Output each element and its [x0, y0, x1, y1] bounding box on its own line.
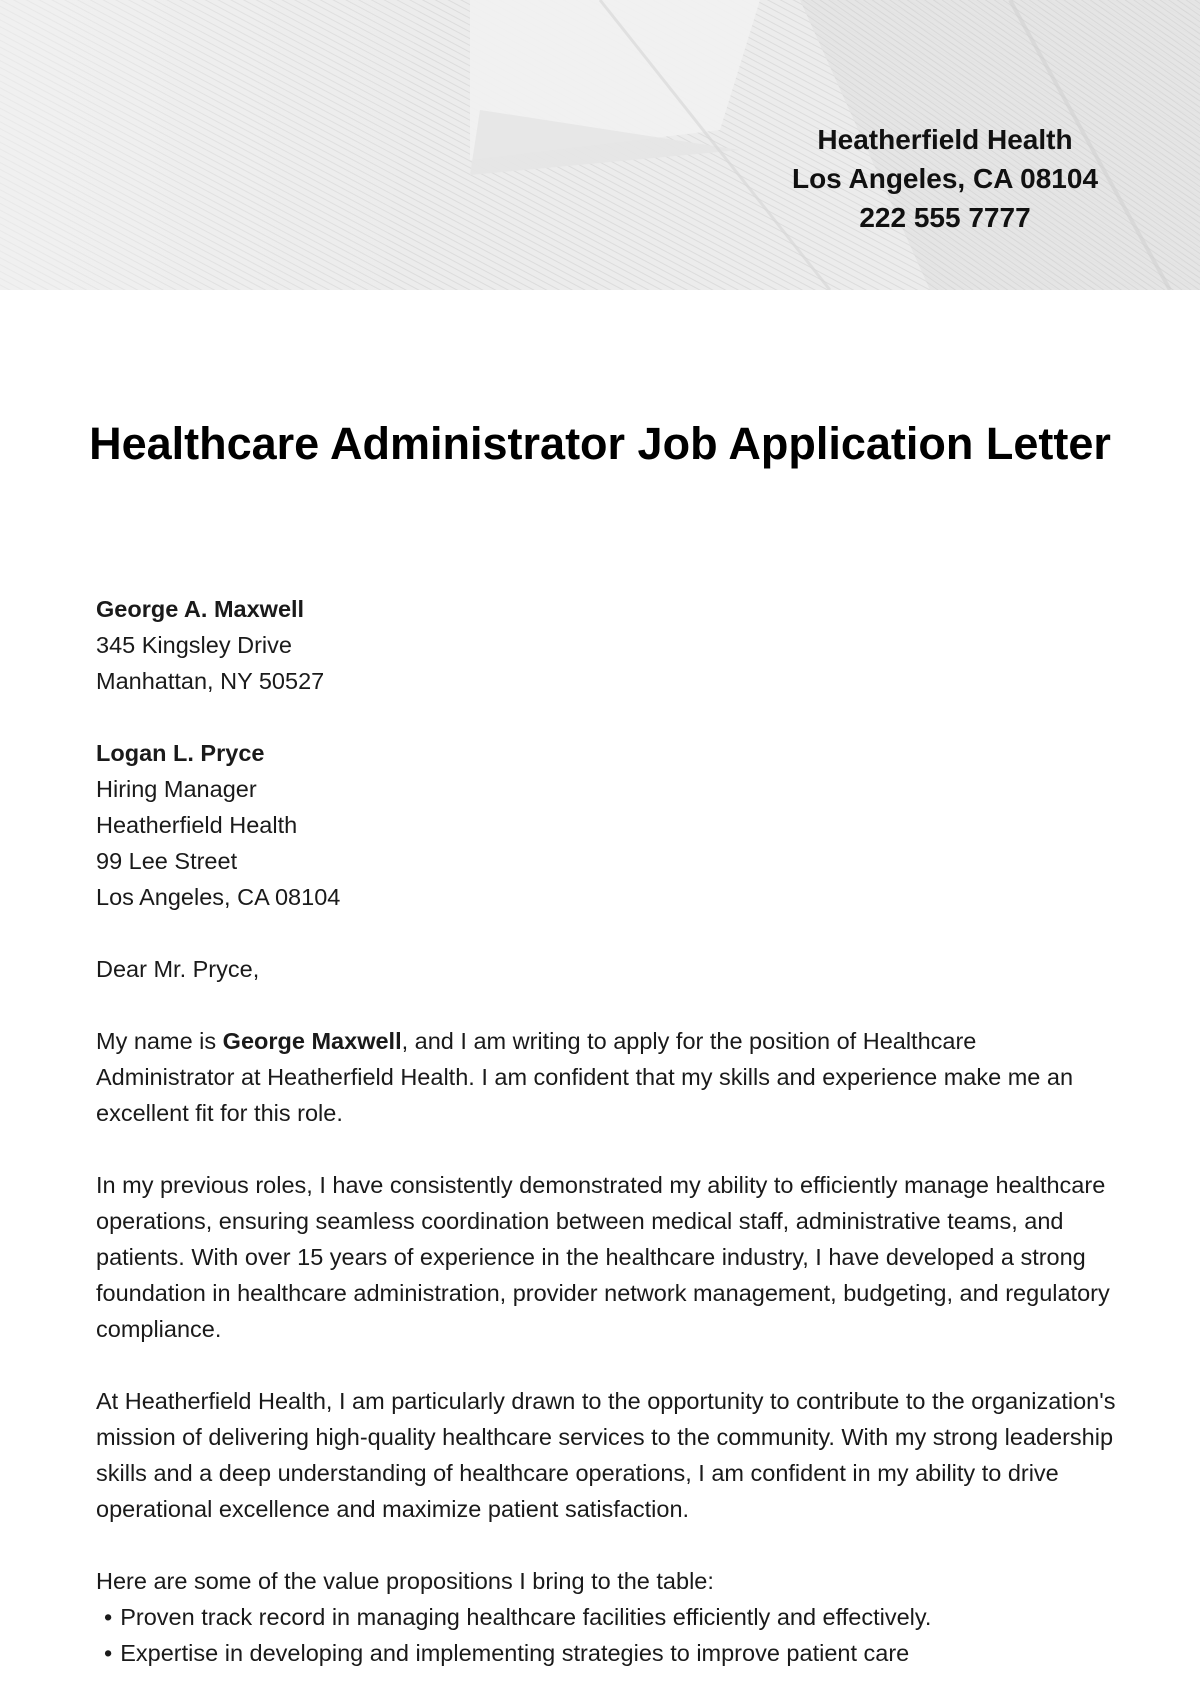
list-item: • Proven track record in managing healthcare facilities efficiently and effectively. — [96, 1599, 1116, 1635]
company-name: Heatherfield Health — [817, 124, 1073, 155]
salutation: Dear Mr. Pryce, — [96, 956, 260, 982]
value-intro: Here are some of the value propositions I bring to the table: — [96, 1568, 714, 1594]
sender-street: 345 Kingsley Drive — [96, 632, 292, 658]
header-texture-band — [0, 0, 1200, 290]
motivation-paragraph: At Heatherfield Health, I am particularly drawn to the opportunity to contribute to the organization's mission of delivering high-quality healthcare services to the community. With my strong leadership skills and a deep understanding of healthcare operations, I am confident in my ability to drive operational excellence and maximize patient satisfaction. — [96, 1388, 1116, 1522]
company-phone: 222 555 7777 — [859, 202, 1031, 233]
intro-after: , and I am writing to apply for the position of Healthcare Administrator at Heatherfield Health. I am confident that my skills and experience make me an excellent fit for this role. — [96, 1028, 1074, 1126]
sender-city-line: Manhattan, NY 50527 — [96, 668, 325, 694]
intro-bold-name: George Maxwell — [222, 1028, 402, 1054]
recipient-name: Logan L. Pryce — [96, 740, 265, 766]
company-city-line: Los Angeles, CA 08104 — [791, 163, 1099, 194]
experience-paragraph: In my previous roles, I have consistently demonstrated my ability to efficiently manage healthcare operations, ensuring seamless coordination between medical staff, administrative teams, and patients. With over 15 years of experience in the healthcare industry, I have developed a strong foundation in healthcare administration, provider network management, budgeting, and regulatory compliance. — [96, 1172, 1110, 1342]
recipient-city-line: Los Angeles, CA 08104 — [96, 884, 341, 910]
document-title: Healthcare Administrator Job Application Letter — [89, 418, 1111, 469]
letter-body — [96, 591, 1116, 1671]
intro-before: My name is — [96, 1028, 223, 1054]
value-list — [96, 1599, 1116, 1671]
list-item: • Expertise in developing and implementing strategies to improve patient care — [96, 1635, 1116, 1671]
company-letterhead — [775, 120, 1115, 237]
recipient-company: Heatherfield Health — [96, 812, 298, 838]
intro-paragraph — [96, 1023, 1116, 1131]
sender-name: George A. Maxwell — [96, 596, 305, 622]
recipient-role: Hiring Manager — [96, 776, 257, 802]
recipient-street: 99 Lee Street — [96, 848, 238, 874]
